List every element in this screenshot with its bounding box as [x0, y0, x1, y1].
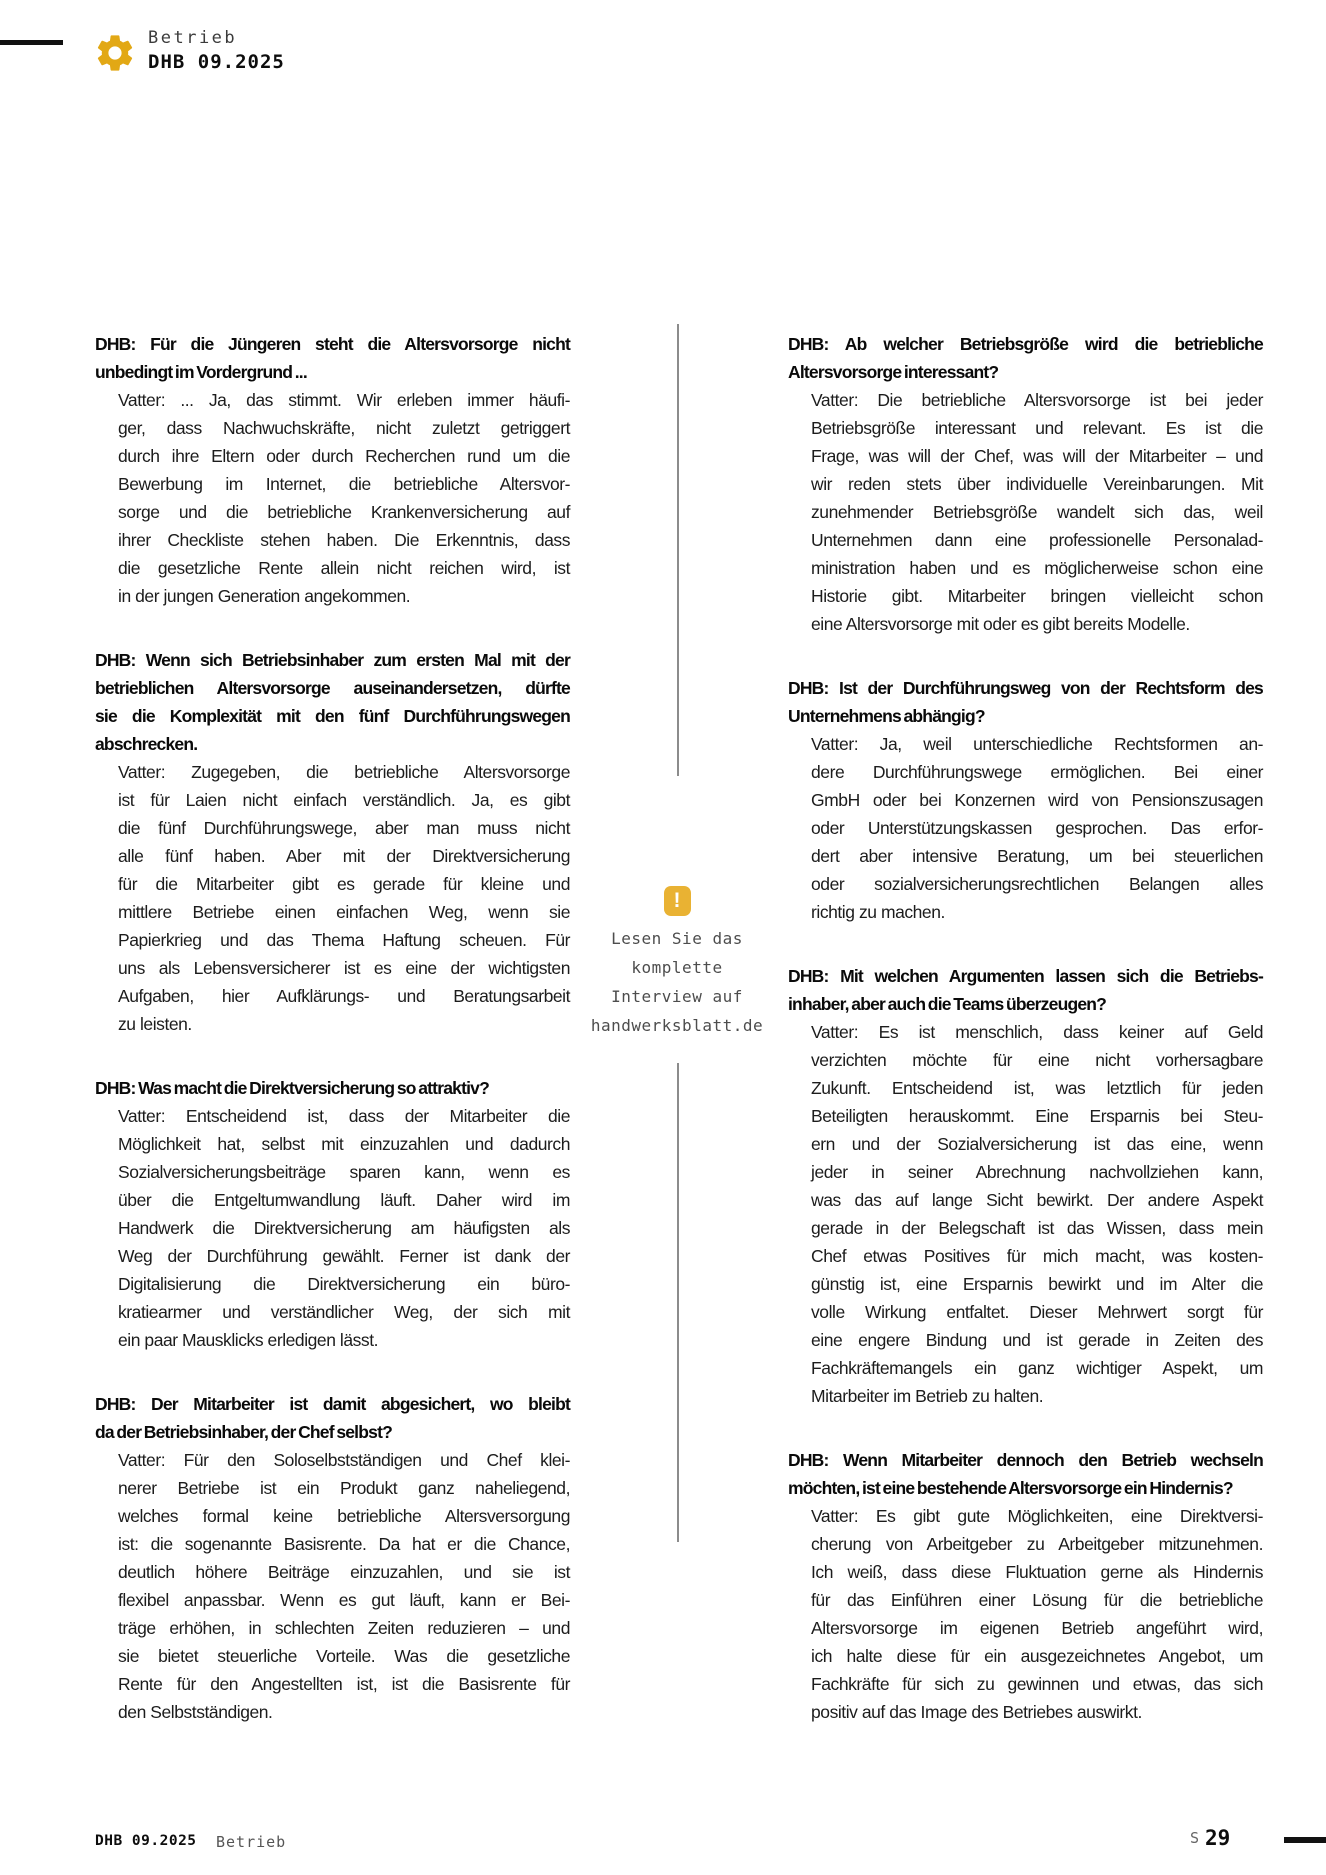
answer-line: Mitarbeiter im Betrieb zu halten. — [811, 1386, 1044, 1406]
interview-answer — [788, 386, 1263, 638]
answer-line: wir reden stets über individuelle Vereinbarungen. Mit — [811, 474, 1263, 494]
answer-line: die fünf Durchführungswege, aber man muss nicht — [118, 818, 570, 838]
gear-icon — [93, 30, 137, 76]
answer-line: Aufgaben, hier Aufklärungs- und Beratungsarbeit — [118, 986, 570, 1006]
question-line: Altersvorsorge interessant? — [788, 362, 999, 382]
question-line: DHB: Der Mitarbeiter ist damit abgesichert, wo bleibt — [95, 1394, 570, 1414]
interview-question — [95, 1390, 570, 1446]
interview-question — [788, 330, 1263, 386]
interview-answer — [788, 730, 1263, 926]
answer-line: Digitalisierung die Direktversicherung ein büro- — [118, 1274, 570, 1294]
question-line: da der Betriebsinhaber, der Chef selbst? — [95, 1422, 392, 1442]
interview-question — [95, 1074, 570, 1102]
footer-section: Betrieb — [216, 1833, 287, 1851]
answer-line: Betriebsgröße interessant und relevant. Es ist die — [811, 418, 1263, 438]
answer-line: welches formal keine betriebliche Altersversorgung — [118, 1506, 570, 1526]
question-line: DHB: Ab welcher Betriebsgröße wird die betriebliche — [788, 334, 1263, 354]
interview-answer — [95, 758, 570, 1038]
answer-line: deutlich höhere Beiträge einzuzahlen, und sie ist — [118, 1562, 570, 1582]
answer-line: flexibel anpassbar. Wenn es gut läuft, kann er Bei- — [118, 1590, 570, 1610]
qa-block — [95, 646, 570, 1038]
answer-line: Fachkräfte für sich zu gewinnen und etwas, das sich — [811, 1674, 1263, 1694]
answer-line: den Selbstständigen. — [118, 1702, 273, 1722]
answer-line: sie bietet steuerliche Vorteile. Was die gesetzliche — [118, 1646, 570, 1666]
interview-answer — [788, 1502, 1263, 1726]
answer-line: zunehmender Betriebsgröße wandelt sich das, weil — [811, 502, 1263, 522]
answer-line: Möglichkeit hat, selbst mit einzuzahlen und dadurch — [118, 1134, 570, 1154]
answer-line: Beteiligten herauskommt. Eine Ersparnis bei Steu- — [811, 1106, 1263, 1126]
answer-line: Papierkrieg und das Thema Haftung scheuen. Für — [118, 930, 570, 950]
column-divider-bottom — [677, 1063, 679, 1542]
answer-line: ich halte diese für ein ausgezeichnetes Angebot, um — [811, 1646, 1263, 1666]
answer-line: durch ihre Eltern oder durch Recherchen rund um die — [118, 446, 570, 466]
answer-line: eine Altersvorsorge mit oder es gibt bereits Modelle. — [811, 614, 1190, 634]
answer-line: Handwerk die Direktversicherung am häufigsten als — [118, 1218, 570, 1238]
answer-line: Fachkräftemangels ein ganz wichtiger Aspekt, um — [811, 1358, 1263, 1378]
answer-line: ministration haben und es möglicherweise schon eine — [811, 558, 1263, 578]
answer-line: ist für Laien nicht einfach verständlich. Ja, es gibt — [118, 790, 570, 810]
answer-line: ger, dass Nachwuchskräfte, nicht zuletzt getriggert — [118, 418, 570, 438]
answer-line: sorge und die betriebliche Krankenversicherung auf — [118, 502, 570, 522]
answer-line: träge erhöhen, in schlechten Zeiten reduzieren – und — [118, 1618, 570, 1638]
answer-line: alle fünf haben. Aber mit der Direktversicherung — [118, 846, 570, 866]
page-number: 29 — [1205, 1826, 1231, 1850]
answer-line: Vatter: Zugegeben, die betriebliche Altersvorsorge — [118, 762, 570, 782]
answer-line: Vatter: Entscheidend ist, dass der Mitarbeiter die — [118, 1106, 570, 1126]
answer-line: verzichten möchte für eine nicht vorhersagbare — [811, 1050, 1263, 1070]
answer-line: zu leisten. — [118, 1014, 192, 1034]
interview-answer — [95, 1102, 570, 1354]
qa-block — [788, 330, 1263, 638]
answer-line: Frage, was will der Chef, was will der Mitarbeiter – und — [811, 446, 1263, 466]
answer-line: jeder in seiner Abrechnung nachvollziehen kann, — [811, 1162, 1263, 1182]
top-edge-bar — [0, 40, 63, 45]
answer-line: Vatter: Es gibt gute Möglichkeiten, eine Direktversi- — [811, 1506, 1263, 1526]
qa-block — [95, 1390, 570, 1726]
answer-line: kratiearmer und verständlicher Weg, der sich mit — [118, 1302, 570, 1322]
question-line: DHB: Ist der Durchführungsweg von der Rechtsform des — [788, 678, 1263, 698]
answer-line: ihrer Checkliste stehen haben. Die Erkenntnis, dass — [118, 530, 570, 550]
question-line: Unternehmens abhängig? — [788, 706, 985, 726]
qa-block — [95, 1074, 570, 1354]
interview-question — [95, 330, 570, 386]
answer-line: mittlere Betriebe einen einfachen Weg, wenn sie — [118, 902, 570, 922]
answer-line: Bewerbung im Internet, die betriebliche Altersvor- — [118, 474, 570, 494]
answer-line: richtig zu machen. — [811, 902, 945, 922]
answer-line: Vatter: Für den Soloselbstständigen und Chef klei- — [118, 1450, 570, 1470]
callout-line: Lesen Sie das — [611, 929, 743, 948]
interview-question — [788, 1446, 1263, 1502]
answer-line: uns als Lebensversicherer ist es eine der wichtigsten — [118, 958, 570, 978]
answer-line: volle Wirkung entfaltet. Dieser Mehrwert sorgt für — [811, 1302, 1263, 1322]
answer-line: Ich weiß, dass diese Fluktuation gerne als Hindernis — [811, 1562, 1263, 1582]
answer-line: oder Unterstützungskassen gesprochen. Das erfor- — [811, 818, 1263, 838]
interview-answer — [95, 386, 570, 610]
callout-line: Interview auf — [611, 987, 743, 1006]
answer-line: für das Einführen einer Lösung für die betriebliche — [811, 1590, 1263, 1610]
interview-answer — [788, 1018, 1263, 1410]
answer-line: ist: die sogenannte Basisrente. Da hat er die Chance, — [118, 1534, 570, 1554]
interview-answer — [95, 1446, 570, 1726]
answer-line: Unternehmen dann eine professionelle Personalad- — [811, 530, 1263, 550]
page-header — [93, 27, 285, 76]
answer-line: cherung von Arbeitgeber zu Arbeitgeber mitzunehmen. — [811, 1534, 1263, 1554]
answer-line: Historie gibt. Mitarbeiter bringen vielleicht schon — [811, 586, 1263, 606]
right-column — [788, 330, 1263, 1762]
callout-line: komplette — [631, 958, 723, 977]
answer-line: Weg der Durchführung gewählt. Ferner ist dank der — [118, 1246, 570, 1266]
answer-line: Chef etwas Positives für mich macht, was kosten- — [811, 1246, 1263, 1266]
question-line: unbedingt im Vordergrund ... — [95, 362, 307, 382]
page-prefix: S — [1190, 1829, 1200, 1847]
answer-line: ein paar Mausklicks erledigen lässt. — [118, 1330, 379, 1350]
answer-line: Vatter: ... Ja, das stimmt. Wir erleben immer häufi- — [118, 390, 570, 410]
left-column — [95, 330, 570, 1762]
answer-line: dere Durchführungswege ermöglichen. Bei einer — [811, 762, 1263, 782]
answer-line: günstig ist, eine Ersparnis bewirkt und im Alter die — [811, 1274, 1263, 1294]
answer-line: oder sozialversicherungsrechtlichen Belangen alles — [811, 874, 1263, 894]
question-line: möchten, ist eine bestehende Altersvorsorge ein Hindernis? — [788, 1478, 1233, 1498]
page-number-block — [1190, 1826, 1230, 1850]
interview-question — [788, 674, 1263, 730]
qa-block — [95, 330, 570, 610]
answer-line: für die Mitarbeiter gibt es gerade für kleine und — [118, 874, 570, 894]
question-line: DHB: Mit welchen Argumenten lassen sich die Betriebs- — [788, 966, 1263, 986]
question-line: DHB: Was macht die Direktversicherung so attraktiv? — [95, 1078, 489, 1098]
interview-callout — [567, 886, 787, 1040]
section-label: Betrieb — [148, 28, 238, 48]
answer-line: eine engere Bindung und ist gerade in Zeiten des — [811, 1330, 1263, 1350]
answer-line: Zukunft. Entscheidend ist, was letztlich für jeden — [811, 1078, 1263, 1098]
question-line: DHB: Wenn sich Betriebsinhaber zum ersten Mal mit der — [95, 650, 570, 670]
answer-line: in der jungen Generation angekommen. — [118, 586, 411, 606]
answer-line: nerer Betriebe ist ein Produkt ganz naheliegend, — [118, 1478, 570, 1498]
qa-block — [788, 674, 1263, 926]
answer-line: Sozialversicherungsbeiträge sparen kann, wenn es — [118, 1162, 570, 1182]
exclamation-icon: ! — [664, 886, 691, 916]
qa-block — [788, 962, 1263, 1410]
interview-question — [788, 962, 1263, 1018]
question-line: abschrecken. — [95, 734, 198, 754]
answer-line: Rente für den Angestellten ist, ist die Basisrente für — [118, 1674, 570, 1694]
question-line: DHB: Wenn Mitarbeiter dennoch den Betrieb wechseln — [788, 1450, 1263, 1470]
bottom-edge-bar — [1284, 1837, 1326, 1843]
footer-issue: DHB 09.2025 — [95, 1833, 197, 1849]
interview-question — [95, 646, 570, 758]
answer-line: positiv auf das Image des Betriebes auswirkt. — [811, 1702, 1142, 1722]
question-line: DHB: Für die Jüngeren steht die Altersvorsorge nicht — [95, 334, 570, 354]
question-line: betrieblichen Altersvorsorge auseinandersetzen, dürfte — [95, 678, 570, 698]
answer-line: Vatter: Die betriebliche Altersvorsorge ist bei jeder — [811, 390, 1263, 410]
answer-line: die gesetzliche Rente allein nicht reichen wird, ist — [118, 558, 570, 578]
qa-block — [788, 1446, 1263, 1726]
callout-url: handwerksblatt.de — [590, 1016, 764, 1035]
question-line: inhaber, aber auch die Teams überzeugen? — [788, 994, 1107, 1014]
answer-line: was das auf lange Sicht bewirkt. Der andere Aspekt — [811, 1190, 1263, 1210]
answer-line: gerade in der Belegschaft ist das Wissen, dass mein — [811, 1218, 1263, 1238]
answer-line: dert aber intensive Beratung, um bei steuerlichen — [811, 846, 1263, 866]
answer-line: ern und der Sozialversicherung ist das eine, wenn — [811, 1134, 1263, 1154]
issue-label: DHB 09.2025 — [148, 51, 285, 73]
answer-line: Vatter: Ja, weil unterschiedliche Rechtsformen an- — [811, 734, 1263, 754]
answer-line: über die Entgeltumwandlung läuft. Daher wird im — [118, 1190, 570, 1210]
column-divider-top — [677, 324, 679, 776]
answer-line: Altersvorsorge im eigenen Betrieb angeführt wird, — [811, 1618, 1263, 1638]
question-line: sie die Komplexität mit den fünf Durchführungswegen — [95, 706, 570, 726]
answer-line: Vatter: Es ist menschlich, dass keiner auf Geld — [811, 1022, 1263, 1042]
answer-line: GmbH oder bei Konzernen wird von Pensionszusagen — [811, 790, 1263, 810]
